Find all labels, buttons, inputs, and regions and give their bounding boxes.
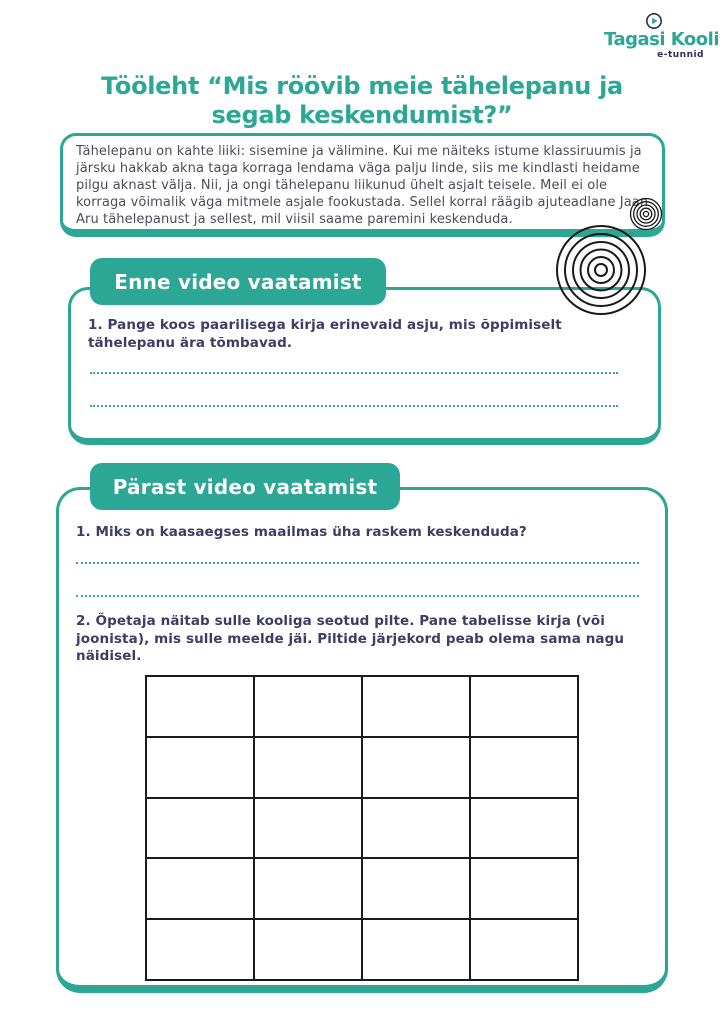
table-cell	[147, 920, 253, 979]
question-before-1: 1. Pange koos paarilisega kirja erinevaid asju, mis õppimiselt tähelepanu ära tõmbavad.	[88, 317, 562, 351]
table-cell	[363, 677, 469, 736]
question-after-1: 1. Miks on kaasaegses maailmas üha raskem keskenduda?	[76, 524, 527, 540]
table-cell	[471, 738, 577, 797]
answer-line	[76, 562, 639, 564]
tagasi-kooli-logo	[604, 12, 719, 60]
table-cell	[255, 677, 361, 736]
concentric-circles-icon	[555, 224, 647, 316]
page-title-line2: segab keskendumist?”	[211, 101, 513, 130]
table-cell	[471, 799, 577, 858]
answer-table	[145, 675, 579, 981]
question-after-2: 2. Õpetaja näitab sulle kooliga seotud pilte. Pane tabelisse kirja (või joonista), mis sulle meelde jäi. Piltide järjekord peab olema sama nagu näidisel.	[76, 613, 625, 665]
table-cell	[255, 859, 361, 918]
page-title	[0, 72, 724, 131]
table-cell	[147, 677, 253, 736]
table-cell	[363, 799, 469, 858]
table-cell	[363, 920, 469, 979]
table-cell	[255, 738, 361, 797]
table-cell	[363, 738, 469, 797]
table-cell	[147, 799, 253, 858]
intro-paragraph: Tähelepanu on kahte liiki: sisemine ja välimine. Kui me näiteks istume klassiruumis ja järsku hakkab akna taga korraga lendama väga palju linde, siis me kindlasti heidame pilgu aknast välja. Nii, ja ongi tähelepanu liikunud ühelt asjalt teisele. Meil ei ole korraga võimalik väga mitmele asjale fookustada. Sellel korral räägib ajuteadlane Jaan Aru tähelepanust ja sellest, mil viisil saame paremini keskenduda.	[76, 144, 649, 227]
table-cell	[363, 859, 469, 918]
badge-before-label: Enne video vaatamist	[114, 269, 362, 294]
badge-after-label: Pärast video vaatamist	[112, 474, 378, 499]
answer-line	[76, 595, 639, 597]
intro-box	[60, 133, 665, 237]
page-title-line1: Tööleht “Mis röövib meie tähelepanu ja	[101, 72, 623, 100]
table-cell	[255, 799, 361, 858]
logo-brand-text: Tagasi Kooli	[604, 29, 719, 50]
table-cell	[147, 859, 253, 918]
answer-line	[90, 405, 618, 407]
section-badge-after-video	[90, 463, 400, 510]
table-cell	[471, 920, 577, 979]
answer-line	[90, 372, 618, 374]
section-badge-before-video	[90, 258, 386, 305]
table-cell	[255, 920, 361, 979]
table-cell	[471, 859, 577, 918]
table-cell	[471, 677, 577, 736]
play-circle-icon	[645, 12, 663, 30]
table-cell	[147, 738, 253, 797]
logo-subtitle: e-tunnid	[657, 49, 704, 60]
